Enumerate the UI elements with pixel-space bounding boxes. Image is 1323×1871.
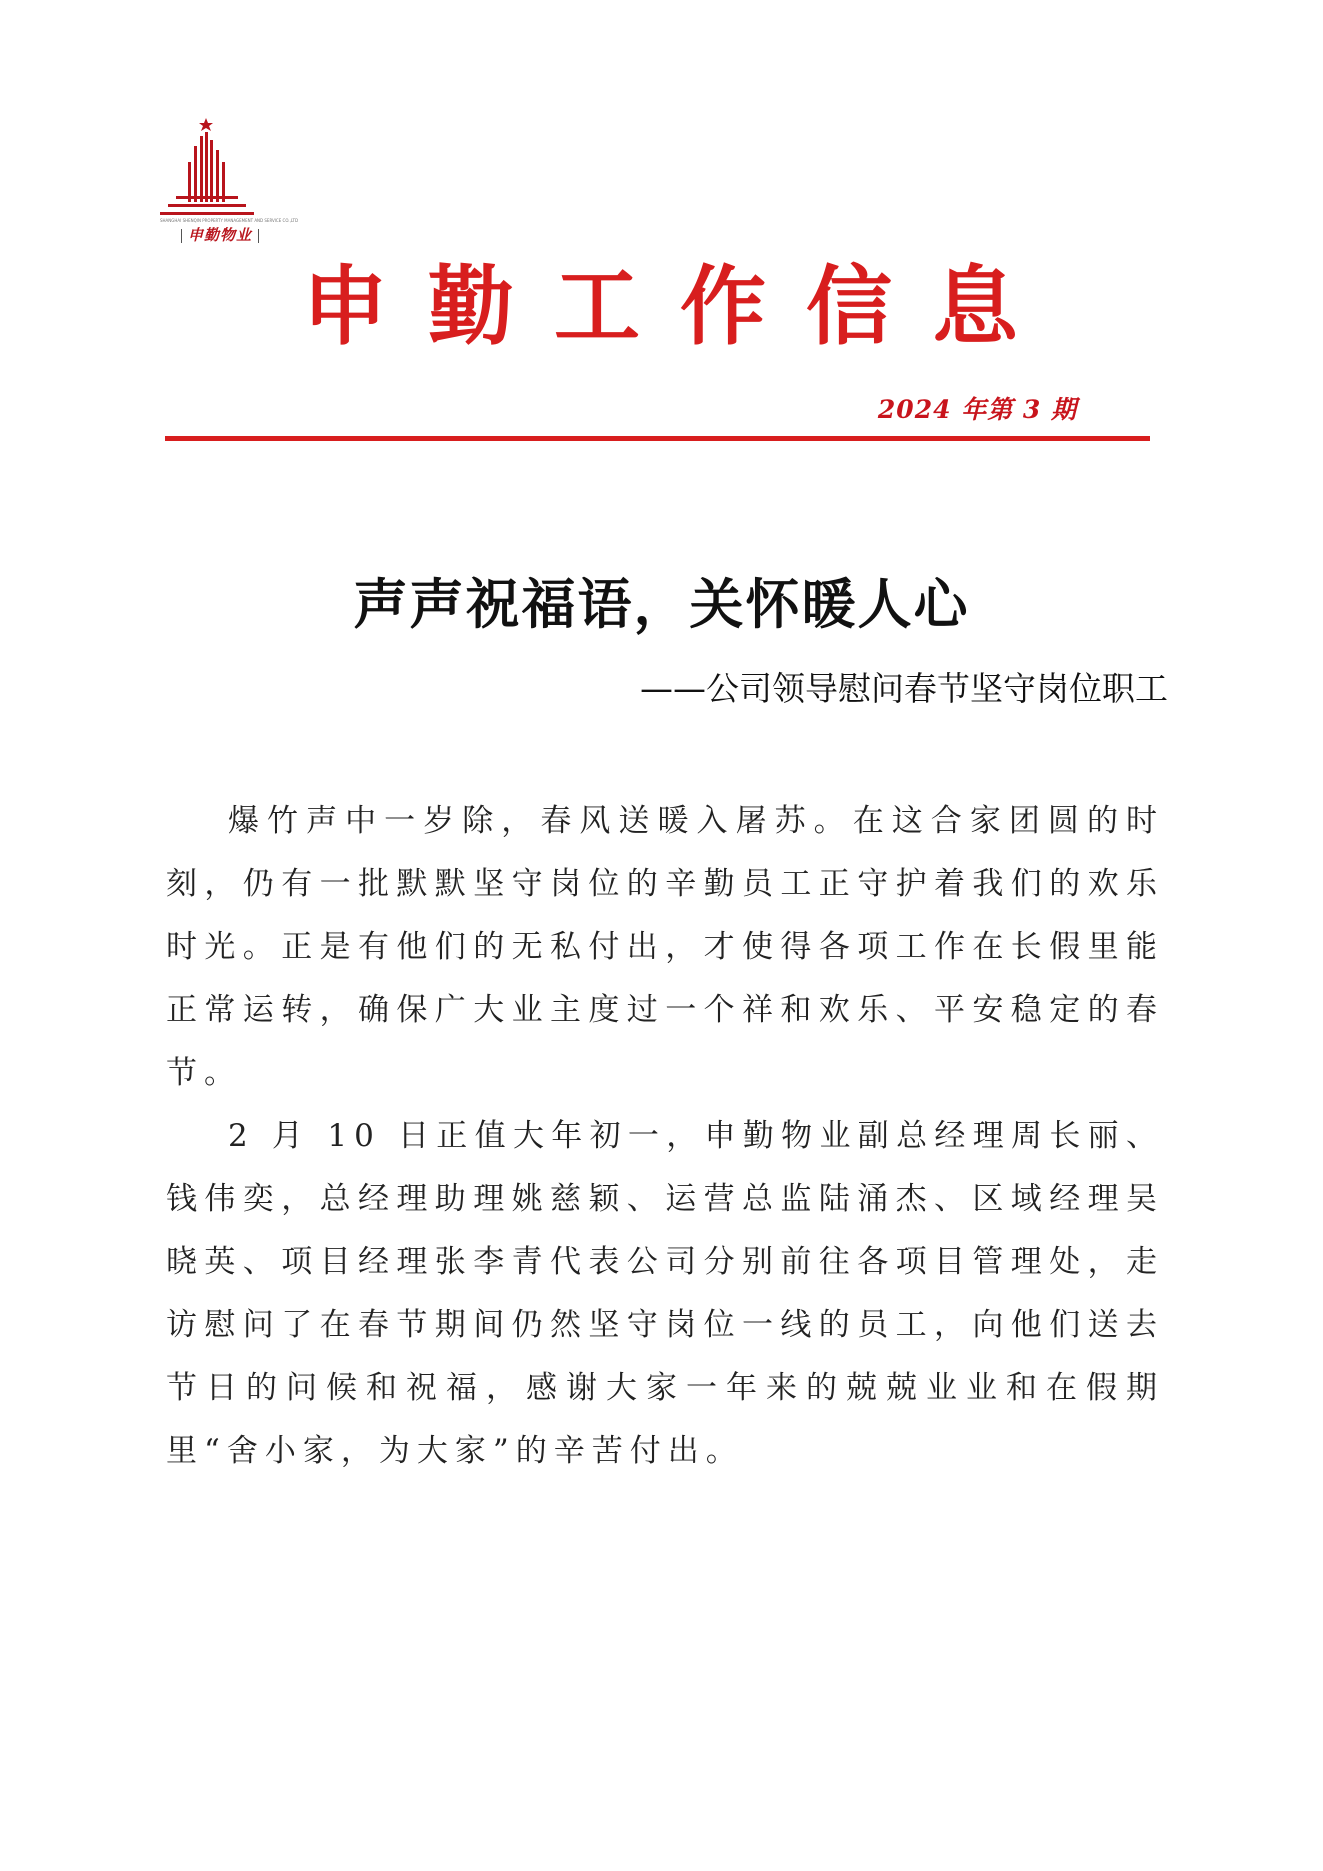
masthead-title: 申勤工作信息: [302, 256, 1058, 357]
paragraph: 2 月 10 日正值大年初一，申勤物业副总经理周长丽、钱伟奕，总经理助理姚慈颖、运营总监陆涌杰、区域经理吴晓英、项目经理张李青代表公司分别前往各项目管理处，走访慰问了在春节期间仍然坚守岗位一线的员工，向他们送去节日的问候和祝福，感谢大家一年来的兢兢业业和在假期里“舍小家，为大家”的辛苦付出。: [166, 1118, 1164, 1469]
paragraph: 爆竹声中一岁除，春风送暖入屠苏。在这合家团圆的时刻，仍有一批默默坚守岗位的辛勤员工正守护着我们的欢乐时光。正是有他们的无私付出，才使得各项工作在长假里能正常运转，确保广大业主度过一个祥和欢乐、平安稳定的春节。: [166, 803, 1164, 1091]
company-logo: [160, 118, 299, 248]
building-logo-icon: [160, 118, 280, 218]
logo-english-name: SHANGHAI SHENQIN PROPERTY MANAGEMENT AND SERVICE CO.,LTD: [160, 218, 299, 223]
issue-number: 2024 年第 3 期: [877, 395, 1077, 424]
article-subtitle: ——公司领导慰问春节坚守岗位职工: [640, 669, 1168, 708]
logo-chinese-name: [160, 224, 280, 245]
article-body: [166, 790, 1164, 1483]
article-title: 声声祝福语，关怀暖人心: [353, 572, 970, 636]
masthead-divider: [165, 436, 1150, 441]
logo-chinese-text: 申勤物业: [187, 226, 252, 244]
